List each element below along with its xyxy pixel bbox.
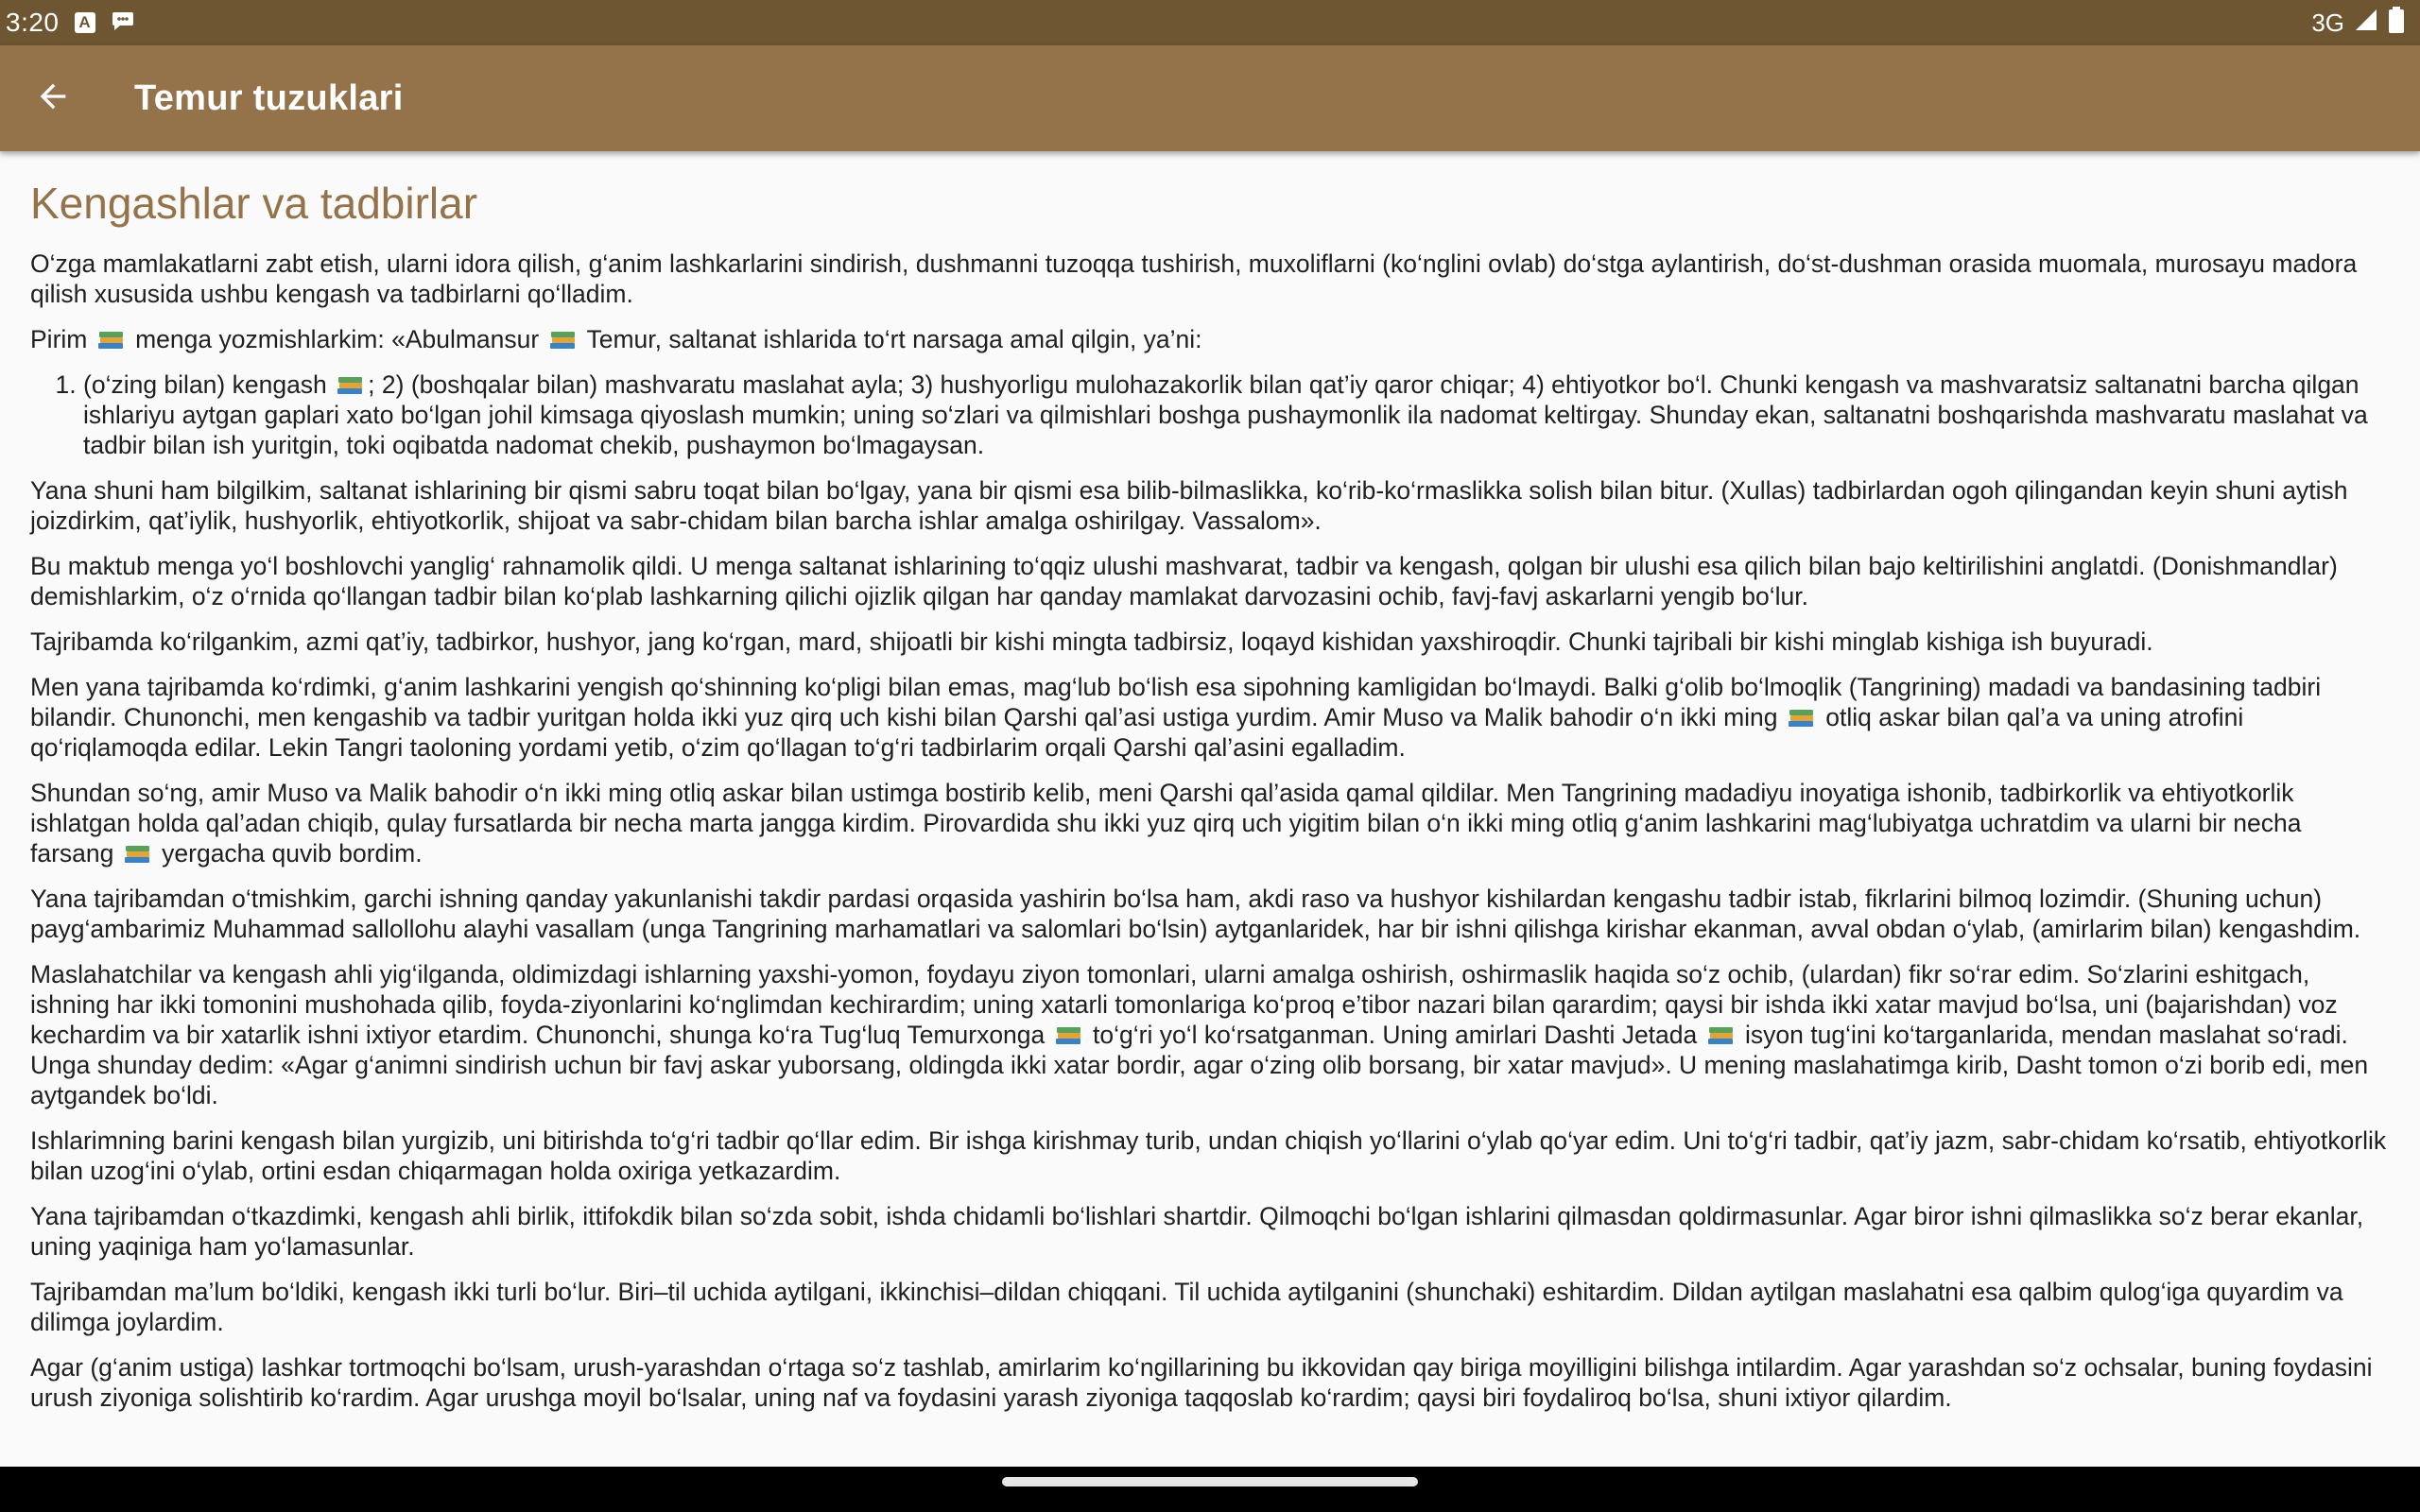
paragraph-7-text-a: Shundan so‘ng, amir Muso va Malik bahodir o‘n ikki ming otliq askar bilan ustimga bostirib kelib, meni Qarshi qal’asida qamal qildilar. Men Tangrining madadiyu inoyatiga ishonib, tadbirkorlik va ehtiyotkorlik ishlatgan holda qal’adan chiqib, qulay fursatlarda bir necha marta jangga kirdim. Pirovardida shu ikki yuz qirq uch yigitim bilan o‘n ikki ming otliq g‘anim lashkarini mag‘lubiyatga uchratdim va ularni bir necha farsang <box>30 778 2302 868</box>
books-icon <box>97 330 126 351</box>
paragraph-2 <box>30 324 2390 354</box>
paragraph-3: Yana shuni ham bilgilkim, saltanat ishlarining bir qismi sabru toqat bilan bo‘lgay, yana bir qismi esa bilib-bilmaslikka, ko‘rib-ko‘rmaslikka solish bilan bitur. (Xullas) tadbirlardan ogoh qilingandan keyin shuni aytish joizdirkim, qat’iylik, hushyorlik, ehtiyotkorlik, shijoat va sabr-chidam bilan barcha ishlar amalga oshirilgay. Vassalom». <box>30 475 2348 535</box>
paragraph-12: Tajribamdan ma’lum bo‘ldiki, kengash ikki turli bo‘lur. Biri–til uchida aytilgani, ikkinchisi–dildan chiqqani. Til uchida aytilganini (shunchaki) eshitardim. Dildan aytilgan maslahatni esa qalbim qulog‘iga quyardim va dilimga joylardim. <box>30 1277 2343 1336</box>
paragraph-9-text-b: to‘g‘ri yo‘l ko‘rsatganman. Uning amirlari Dashti Jetada <box>1093 1020 1698 1049</box>
paragraph-9 <box>30 959 2390 1110</box>
paragraph-9-text-c: isyon tug‘ini ko‘targanlarida, mendan maslahat so‘radi. Unga shunday dedim: «Agar g‘animni sindirish uchun bir favj askar yuborsang, oldingda ikki xatar bordir, agar o‘zing olib borsang, bir xatar mavjud». U mening maslahatimga kirib, Dasht tomon o‘zi borib edi, men aytgandek bo‘ldi. <box>30 1020 2369 1109</box>
paragraph-1: O‘zga mamlakatlarni zabt etish, ularni idora qilish, g‘anim lashkarlarini sindirish, dushmanni tuzoqqa tushirish, muxoliflarni (ko‘nglini ovlab) do‘stga aylantirish, do‘st-dushman orasida muomala, murosayu madora qilish xususida ushbu kengash va tadbirlarni qo‘lladim. <box>30 249 2358 308</box>
paragraph-11: Yana tajribamdan o‘tkazdimki, kengash ahli birlik, ittifokdik bilan so‘zda sobit, ishda chidamli bo‘lishlari shartdir. Qilmoqchi bo‘lgan ishlarini qilmasdan qoldirmasunlar. Agar biror ishni qilmaslikka so‘z berar ekanlar, uning yaqiniga ham yo‘lamasunlar. <box>30 1201 2364 1261</box>
home-gesture-handle[interactable] <box>1002 1477 1418 1486</box>
navigation-bar <box>0 1467 2420 1512</box>
books-icon <box>1707 1025 1736 1046</box>
battery-icon <box>2388 7 2405 40</box>
signal-icon <box>2354 8 2378 39</box>
paragraph-10: Ishlarimning barini kengash bilan yurgizib, uni bitirishda to‘g‘ri tadbir qo‘llar edim. Bir ishga kirishmay turib, undan chiqish yo‘llarini o‘ylab qo‘yar edim. Uni to‘g‘ri tadbir, qat’iy jazm, sabr-chidam ko‘rsatib, ehtiyotkorlik bilan uzog‘ini o‘ylab, ortini esdan chiqarmagan holda oxiriga yetkazardim. <box>30 1125 2387 1185</box>
network-type-label: 3G <box>2311 8 2344 37</box>
arrow-left-icon <box>34 77 72 120</box>
status-bar <box>0 0 2420 45</box>
numbered-list <box>30 369 2390 460</box>
paragraph-13: Agar (g‘anim ustiga) lashkar tortmoqchi bo‘lsam, urush-yarashdan o‘rtaga so‘z tashlab, amirlarim ko‘ngillarining bu ikkovidan qay biriga moyilligini bilishga intilardim. Agar yarashdan so‘z ochsalar, buning foydasini urush ziyoniga solishtirib ko‘rardim. Agar urushga moyil bo‘lsalar, uning naf va foydasini yarash ziyoniga taqqoslab ko‘rardim; qaysi biri foydaliroq bo‘lsa, shuni ixtiyor qilardim. <box>30 1352 2373 1412</box>
books-icon <box>1055 1025 1083 1046</box>
paragraph-7 <box>30 778 2390 868</box>
books-icon <box>124 844 152 865</box>
paragraph-8: Yana tajribamdan o‘tmishkim, garchi ishning qanday yakunlanishi takdir pardasi orqasida yashirin bo‘lsa ham, akdi raso va hushyor kishilardan kengashu tadbir istab, fikrlarini bilmoq lozimdir. (Shuning uchun) payg‘ambarimiz Muhammad sallollohu alayhi vasallam (unga Tangrining marhamatlari va salomlari bo‘lsin) aytganlaridek, har bir ishni qilishga kirishar ekanman, avval obdan o‘ylab, (amirlarim bilan) kengashdim. <box>30 884 2361 943</box>
chat-notification-icon <box>111 8 135 39</box>
paragraph-7-text-b: yergacha quvib bordim. <box>162 838 423 868</box>
list-item <box>83 369 2390 460</box>
paragraph-5: Tajribamda ko‘rilgankim, azmi qat’iy, tadbirkor, hushyor, jang ko‘rgan, mard, shijoatli bir kishi mingta tadbirsiz, loqayd kishidan yaxshiroqdir. Chunki tajribali bir kishi minglab kishiga ish buyuradi. <box>30 627 2153 656</box>
list-item-text-b: ; 2) (boshqalar bilan) mashvaratu maslahat ayla; 3) hushyorligu mulohazakorlik bilan qat’iy qaror chiqar; 4) ehtiyotkor bo‘l. Chunki kengash va mashvaratsiz saltanatni barcha qilgan ishlariyu aytgan gaplari xato bo‘lgan johil kimsaga qiyoslash mumkin; uning so‘zlari va qilmishlari boshga pushaymonlik ila nadomat keltirgay. Shunday ekan, saltanatni boshqarishda mashvaratu maslahat va tadbir bilan ish yuritgin, toki oqibatda nadomat chekib, pushaymon bo‘lmagaysan. <box>83 369 2368 459</box>
app-bar <box>0 45 2420 151</box>
status-right <box>2311 7 2405 40</box>
status-left <box>0 8 135 39</box>
article-content[interactable] <box>0 151 2420 1467</box>
paragraph-2-text-c: Temur, saltanat ishlarida to‘rt narsaga amal qilgin, ya’ni: <box>586 324 1202 353</box>
books-icon <box>549 330 578 351</box>
paragraph-2-text-b: menga yozmishlarkim: «Abulmansur <box>135 324 540 353</box>
app-title: Temur tuzuklari <box>134 77 404 118</box>
paragraph-4: Bu maktub menga yo‘l boshlovchi yanglig‘ rahnamolik qildi. U menga saltanat ishlarining to‘qqiz ulushi mashvarat, tadbir va kengash, qolgan bir ulushi esa qilich bilan bajo keltirilishini anglatdi. (Donishmandlar) demishlarkim, o‘z o‘rnida qo‘llangan tadbir bilan ko‘plab lashkarning qilichi ojizlik qilgan har qanday mamlakat darvozasini ochib, favj-favj askarlarni yengib bo‘lur. <box>30 551 2338 610</box>
paragraph-6-text-a: Men yana tajribamda ko‘rdimki, g‘anim lashkarini yengish qo‘shinning ko‘pligi bilan emas, mag‘lub bo‘lish esa sipohning kamligidan bo‘lmaydi. Balki g‘olib bo‘lmoqlik (Tangrining) madadi va bandasining tadbiri bilandir. Chunonchi, men kengashib va tadbir yuritgan holda ikki yuz qirq uch kishi bilan Qarshi qal’asi ustiga yurdim. Amir Muso va Malik bahodir o‘n ikki ming <box>30 672 2322 731</box>
paragraph-2-text-a: Pirim <box>30 324 88 353</box>
status-time: 3:20 <box>6 8 60 37</box>
paragraph-9-text-a: Maslahatchilar va kengash ahli yig‘ilganda, oldimizdagi ishlarning yaxshi-yomon, foydayu ziyon tomonlari, ularni amalga oshirish, oshirmaslik haqida so‘z ochib, (ulardan) fikr so‘rar edim. So‘zlarini eshitgach, ishning har ikki tomonini mushohada qilib, foyda-ziyonlarini ko‘nglimdan kechirardim; uning xatarli tomonlariga ko‘proq e’tibor nazari bilan qarardim; qaysi bir ishda ikki xatar mavjud bo‘lsa, uni (bajarishdan) voz kechardim va bir xatarlik ishni ixtiyor etardim. Chunonchi, shunga ko‘ra Tug‘luq Temurxonga <box>30 959 2338 1049</box>
paragraph-6-text-b: otliq askar bilan qal’a va uning atrofini qo‘riqlamoqda edilar. Lekin Tangri taoloning yordami yetib, o‘zim qo‘llagan to‘g‘ri tadbirlarim orqali Qarshi qal’asini egalladim. <box>30 702 2244 762</box>
keyboard-notification-icon: A <box>75 12 95 33</box>
books-icon <box>337 375 365 396</box>
books-icon <box>1788 708 1816 729</box>
back-button[interactable] <box>0 45 106 151</box>
article-title: Kengashlar va tadbirlar <box>30 179 478 228</box>
list-item-text-a: (o‘zing bilan) kengash <box>83 369 327 399</box>
paragraph-6 <box>30 672 2390 763</box>
